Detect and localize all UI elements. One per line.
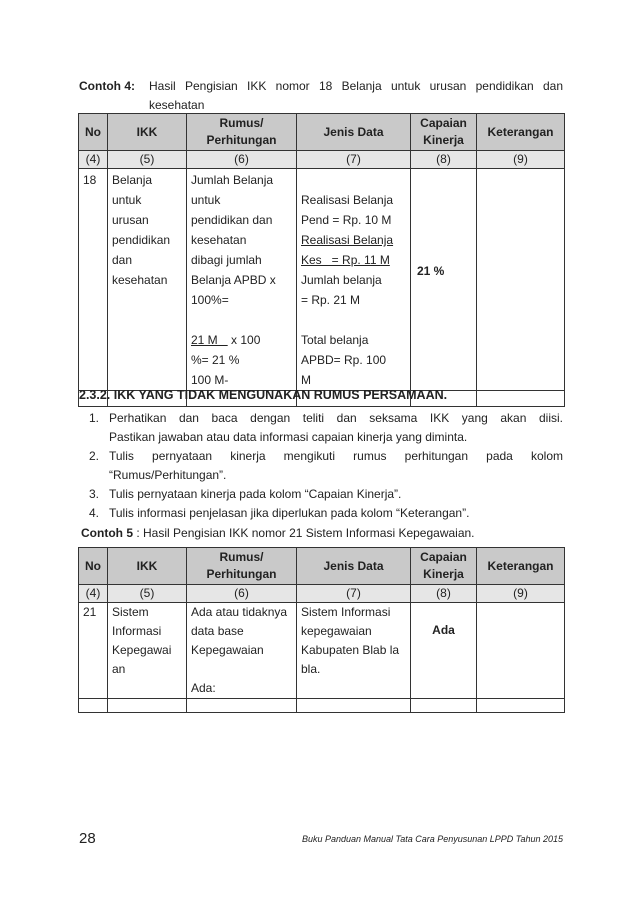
page-number: 28 <box>79 830 96 847</box>
header-jenis-data: Jenis Data <box>297 114 411 151</box>
jenis-line: Pend = Rp. 10 M <box>301 213 392 227</box>
column-number: (4) <box>79 585 108 603</box>
list-number: 3. <box>89 487 100 501</box>
example5-caption <box>81 526 475 540</box>
cell-no: 18 <box>79 169 108 391</box>
jenis-underlined: Realisasi Belanja <box>301 233 394 247</box>
cell-rumus <box>187 169 297 391</box>
column-number: (8) <box>411 585 477 603</box>
list-text: Perhatikan dan baca dengan teliti dan seksama IKK yang akan diisi. <box>109 411 563 425</box>
table-example4 <box>78 113 565 407</box>
rumus-text: Jumlah Belanja untuk pendidikan dan kesehatan dibagi jumlah Belanja APBD x 100%= <box>191 173 276 307</box>
instruction-list <box>89 409 563 523</box>
cell-rumus: Ada atau tidaknya data base Kepegawaian Ada: <box>187 603 297 699</box>
example4-caption <box>79 77 563 115</box>
section-title: 2.3.2. IKK YANG TIDAK MENGUNAKAN RUMUS PERSAMAAN. <box>79 388 448 402</box>
table-row <box>79 603 565 699</box>
column-number: (9) <box>477 151 565 169</box>
table-example5 <box>78 547 565 713</box>
header-capaian: Capaian Kinerja <box>411 548 477 585</box>
list-item <box>89 447 563 485</box>
cell-ikk: Sistem Informasi Kepegawai an <box>108 603 187 699</box>
column-number: (4) <box>79 151 108 169</box>
example5-caption-text: : Hasil Pengisian IKK nomor 21 Sistem Informasi Kepegawaian. <box>136 526 475 540</box>
jenis-line: Jumlah belanja = Rp. 21 M <box>301 273 382 307</box>
list-item <box>89 485 563 504</box>
column-number: (7) <box>297 151 411 169</box>
header-no: No <box>79 114 108 151</box>
column-number: (6) <box>187 585 297 603</box>
list-number: 4. <box>89 506 100 520</box>
header-rumus: Rumus/ Perhitungan <box>187 548 297 585</box>
list-item <box>89 504 563 523</box>
cell-capaian: Ada <box>411 603 477 699</box>
cell-keterangan <box>477 169 565 391</box>
header-no: No <box>79 548 108 585</box>
example4-caption-line1: Hasil Pengisian IKK nomor 18 Belanja untuk urusan pendidikan dan <box>149 79 563 93</box>
header-jenis-data: Jenis Data <box>297 548 411 585</box>
example4-caption-line2: kesehatan <box>149 98 205 112</box>
jenis-line: Realisasi Belanja <box>301 193 394 207</box>
list-text: Tulis pernyataan kinerja mengikuti rumus perhitungan pada kolom <box>109 449 563 463</box>
list-text: “Rumus/Perhitungan”. <box>109 468 227 482</box>
rumus-multiplier: x 100 <box>227 333 261 347</box>
jenis-line: Total belanja APBD= Rp. 100 M <box>301 333 387 387</box>
rumus-numerator: 21 M <box>191 333 228 347</box>
list-text: Tulis pernyataan kinerja pada kolom “Capaian Kinerja”. <box>109 487 402 501</box>
list-text: Pastikan jawaban atau data informasi capaian kinerja yang diminta. <box>109 430 468 444</box>
jenis-underlined: Kes = Rp. 11 M <box>301 253 390 267</box>
column-number: (9) <box>477 585 565 603</box>
cell-capaian: 21 % <box>411 169 477 391</box>
column-number: (8) <box>411 151 477 169</box>
cell-jenis-data: Sistem Informasi kepegawaian Kabupaten Blab la bla. <box>297 603 411 699</box>
header-capaian: Capaian Kinerja <box>411 114 477 151</box>
list-item <box>89 409 563 447</box>
header-keterangan: Keterangan <box>477 114 565 151</box>
cell-ikk: Belanja untuk urusan pendidikan dan kesehatan <box>108 169 187 391</box>
cell-no: 21 <box>79 603 108 699</box>
header-ikk: IKK <box>108 548 187 585</box>
example4-label: Contoh 4: <box>79 79 135 93</box>
header-rumus: Rumus/ Perhitungan <box>187 114 297 151</box>
column-number: (6) <box>187 151 297 169</box>
cell-jenis-data <box>297 169 411 391</box>
rumus-result: %= 21 % 100 M- <box>191 353 240 387</box>
rumus-formula <box>187 330 296 350</box>
list-number: 1. <box>89 411 100 425</box>
column-number: (5) <box>108 151 187 169</box>
table-row <box>79 169 565 391</box>
example5-label: Contoh 5 <box>81 526 133 540</box>
cell-keterangan <box>477 603 565 699</box>
list-text: Tulis informasi penjelasan jika diperlukan pada kolom “Keterangan”. <box>109 506 470 520</box>
column-number: (5) <box>108 585 187 603</box>
header-keterangan: Keterangan <box>477 548 565 585</box>
table-row-empty <box>79 699 565 713</box>
footer-book-title: Buku Panduan Manual Tata Cara Penyusunan LPPD Tahun 2015 <box>301 834 563 844</box>
column-number: (7) <box>297 585 411 603</box>
header-ikk: IKK <box>108 114 187 151</box>
list-number: 2. <box>89 449 100 463</box>
